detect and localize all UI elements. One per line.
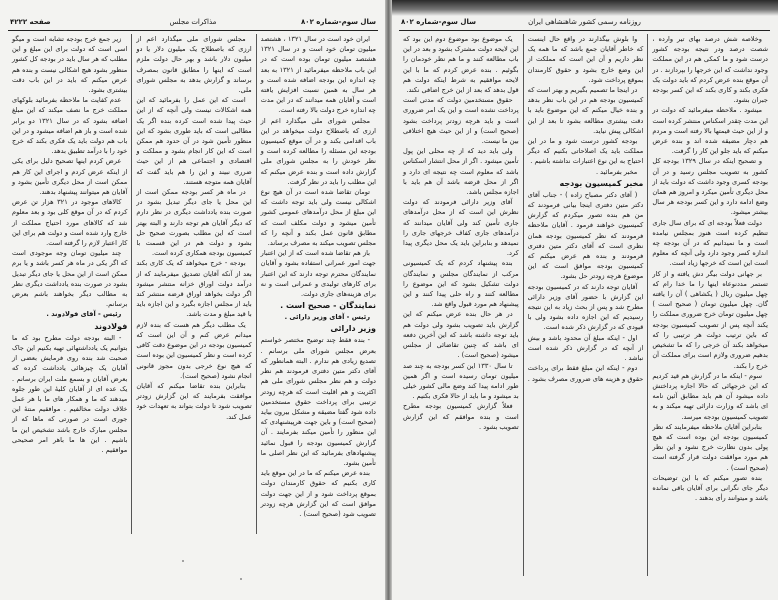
- paragraph: و تصحیح اینکه در سال ۱۳۲۹ بودجه کل کشور به تصویب مجلس رسید و در آن بودجه کسری وجود داشت که دولت باید از محل دیگری تأمین میکرد و امروز هم همان وضع ادامه دارد و این کسر بودجه هر سال بیشتر میشود.: [652, 157, 768, 217]
- paragraph: بنده عرض میکنم که ما در این موقع باید کاری بکنیم که حقوق کارمندان دولت بموقع پرداخت شود و از این جهت دولت موافق است که این گزارش هرچه زودتر تصویب شود (صحیح است) .: [260, 469, 376, 518]
- speaker-heading: نمایندگان - صحیح است .: [280, 301, 376, 311]
- right-page: [391, 0, 778, 600]
- paragraph: عرض کردم اینها تصحیح دلیل برای یکی از اینکه عرض کردم و اجرای این کار هم ممکن است از محل دیگری تأمین بشود و آقایان هم میتوانند پیشنهاد بدهند.: [12, 157, 128, 197]
- paragraph: ولی باید دید که از چه محلی این پول تأمین میشود . اگر از محل انتشار اسکناس باشد که معلوم است چه نتیجه ای دارد و اگر از محل قرضه باشد آن هم باید با اجازه مجلس باشد.: [402, 147, 519, 197]
- page-header: [8, 18, 378, 31]
- paragraph: مجلس شورای ملی میگذارد اعم از ارزی که باصطلاح دولت میخواهد در این باب اقدامی بکند و در آن موقع کمیسیون بودجه این مسئله را مطالعه کرده است و نظر خودش را به مجلس شورای ملی گزارش داده است و بنده عرض میکنم که این مطلب را باید در نظر گرفت.: [260, 116, 376, 186]
- paragraph: است که این عمل را بفرمائید که این همه اشکالات نیست ولی آنچه که از این حیث پیدا شده است کرده بنده اگر یک مطالبی است که باید طوری بشود که این منظور تأمین شود در آن حدود هم ممکن است که این کار انجام بشود و مملکت و اقتصادی و اجتماعی هم از این حیث ضرری نبیند و این را هم باید گفت که آقایان همه متوجه هستند.: [136, 96, 252, 186]
- scan-speck: [240, 578, 242, 580]
- section-title: مذاکرات مجلس: [169, 18, 217, 26]
- book-gutter: [385, 0, 392, 600]
- text-columns: [399, 34, 772, 576]
- paragraph: عدم کفایت ما ملاحظه بفرمائید بلوکهای مملکت خرج ما نصف میکند که این مبلغ اضافه بشود که در سال ۱۳۲۱ دو برابر شده است و باز هم اضافه میشود و در این باب هم دولت باید یک فکری بکند که خرج خود را با درآمد تطبیق بدهد.: [12, 96, 128, 156]
- issue-number: سال سوم-شماره ۸۰۲: [401, 18, 476, 26]
- paragraph: بر جهانی دولت بیگر دش یافته و از کار تستمر مددنوعاه اینها را ما خدا رام که چهل میلیون ریال ( یکشاهی ) آن را یافته گان. چهل میلیون تومان ( صحیح است ) چهل میلیون تومان خرج ضروری مملکت را یکند آنچه پس از تصویب کمیسیون بودجه که باین ترتیب دولت هر ترتیبی را که میخواهد بکند آن خرجی را که ما تشخیص بدهیم ضروری ولازم است برای مملکت آن خرج را بکند.: [652, 269, 768, 370]
- paragraph: - البته بودجه دولت مطرح بود که ما بتوانیم یک یادداشتهائی تهیه بکنیم این جاک صحبت شد بنده روی فرمایش بعضی از آقایان یک چیزهائی یادداشت کرده که بعرض آقایان و بسمع ملت ایران برسانم . یک عده ای از آقایان کلیهٔ این طور جلوه میدهند که ما و همکار های ما با هر عمل خلاف دولت مخالفیم . موافقیم منتهٔ این جوری است در صورتی که ماها که از مجلس مبارک خارج باشد تشخیص این ما باشیم . این ها ما باهر امر صحیحی موافقیم .: [12, 333, 128, 454]
- paragraph: باز هم تقاضا شده است که از این اعتبار جهت امور عمرانی استفاده بشود و آقایان نمایندگان محترم توجه دارند که این اعتبار برای کارهای تولیدی و عمرانی است و نه برای هزینه‌های جاری دولت.: [260, 249, 376, 299]
- paragraph: زیر جمع خرج بودجه تشابه است و میگو اسی است که دولت برای این مبلغ و این مطلب که هر سال باید در بودجه کل کشور منظور بشود هیچ اشکالی نیست و بنده هم عرض میکنم که باید در این باب دقت بیشتری بشود.: [12, 35, 128, 95]
- paragraph: یک مطلب دیگر هم هست که بنده لازم میدانم عرض کنم و آن این است که کمیسیون بودجه در این موضوع دقت کافی کرده است و نظر کمیسیون این بوده است که هیچ نوع خرجی بدون مجوز قانونی انجام نشود (صحیح است).: [136, 320, 252, 380]
- paragraph: فعلاً گزارش کمیسیون بودجه مطرح است و بنده موافقم که این گزارش تصویب بشود .: [402, 402, 519, 431]
- paragraph: میشود . ملاحظه میفرمائید که دولت در این مدت چقدر اسکناس منتشر کرده است و از این حیث قیمتها بالا رفته است و مردم هم دچار مضیقه شده اند و بنده عرض میکنم که باید جلو این کار را گرفت.: [652, 106, 768, 156]
- paragraph: تا سال ۱۳۳۰ این کسر بودجه به چند صد میلیون تومان رسیده است و اگر همین طور ادامه پیدا کند وضع مالی کشور خیلی بد میشود و ما باید از حالا فکری بکنیم .: [402, 361, 519, 401]
- text-column: [524, 34, 649, 576]
- paragraph: بنده پیشنهاد کردم که یک کمیسیونی مرکب از نمایندگان مجلس و نمایندگان دولت تشکیل بشود که این موضوع را مطالعه کنند و راه حلی پیدا کنند و این پیشنهاد هم مورد قبول واقع شد.: [402, 259, 519, 309]
- paragraph: بنده تصور میکنم که با این توضیحات دیگر جای نگرانی برای آقایان باقی نمانده باشد و میتوانند رأی بدهند .: [652, 473, 768, 503]
- paragraph: بنابراین بنده تقاضا میکنم که آقایان موافقت بفرمایند که این گزارش زودتر تصویب شود تا دولت بتواند به تعهدات خود عمل کند.: [136, 381, 252, 421]
- speaker-heading: مخبر کمیسیون بودجه: [559, 178, 644, 188]
- text-column: [8, 34, 132, 534]
- text-column: [648, 34, 772, 576]
- paragraph: در اینجا ما تصمیم بگیریم و بهتر است که کمیسیون بودجه هم در این باب نظر بدهد و بنده خیال میکنم که این موضوع باید با دقت بیشتری مطالعه بشود تا بعد از این اشکالی پیش نیاید.: [527, 86, 644, 135]
- page-number: صفحه ۴۲۲۲: [10, 18, 51, 26]
- paragraph: دولت فعلاً بودجه ای که برای سال جاری تنظیم کرده است هنوز بمجلس نیامده است و ما نمیدانیم که در آن بودجه چه اندازه کسر وجود دارد ولی آنچه که معلوم است این است که خرجها زیاد است.: [652, 218, 768, 268]
- paragraph: - بنده فقط چند توضیح مختصر خواستم بعرض مجلس شورای ملی برسانم . تصدیع زیادی هم ندارم . البته همانطور که آقای دکتر متین دفتری فرمودند هم نظر دولت و هم نظر مجلس شورای ملی هم اکثریت و هم اقلیت است که هرچه زودتر ترتیبی برای پرداخت حقوق مستخدمین داده شود گفتا مضیقه و مشکل بیرون بیاید (صحیح است) و باین جهت هرپیشنهادی که این منظور را تأمین میکند بفرمایند . آن گزارش کمیسیون بودجه را قبول نمائید پیشنهادهای بفرمائید که این نظر اصلی ما تأمین بشود.: [260, 336, 376, 467]
- paragraph: وا بلوش بیگذارند در واقع حال اینست که خاطر آقایان جمع باشد که ما همه یک نظر داریم و آن این است که مملکت از این وضع خارج بشود و حقوق کارمندان بموقع پرداخت شود.: [527, 35, 644, 84]
- speaker-line: رئیس - آقای فولادوند .: [46, 310, 122, 319]
- text-columns: [8, 34, 380, 534]
- paragraph: اول - اینکه مبلغ آن محدود باشد و بیش از آنچه که در گزارش ذکر شده است نباشد .: [527, 333, 644, 363]
- paragraph: مجلس شورای ملی میگذارد اعم از ارزی که باصطلاح یک میلیون دلار یا دو میلیون دلار باشد و بهر حال دولت ملزم است که اینها را مطابق قانون بمصرف برساند و گزارش بدهد به مجلس شورای ملی.: [136, 35, 252, 95]
- paragraph: کالاهای موجود در ۳۲۱ هزار تن عرض کردم که در آن موقع کلی بود و بعد معلوم شد که کالاهای مورد احتیاج مملکت از خارج وارد شده است و دولت هم برای این کار اعتبار لازم را گرفته است.: [12, 198, 128, 248]
- scan-speck: [182, 560, 184, 562]
- left-page: [0, 0, 386, 600]
- paragraph: ایران خود است در سال ۱۳۲۱ ، هشتصد میلیون تومان خود است و در سال ۱۳۲۱ هشتصد میلیون تومان بوده است که در این باب ملاحظه میفرمائید از ۱۳۲۱ به بعد چه اندازه این بودجه اضافه شده است و هر سال به همین نسبت افزایش یافته است و آقایان همه میدانند که در این مدت چه اندازه خرج دولت بالا رفته است.: [260, 35, 376, 115]
- text-column: [257, 34, 380, 534]
- paragraph: در ماه هر کسر بودجه ممکن است از این محل یا جای دیگر تبدیل بشود در صورت بنده یادداشت دیگری در نظر دارم که دیگر آقایان هم توجه دارند و البته بهتر است که این مطلب بصورت صحیح حل بشود و دولت هم در این قسمت با کمیسیون بودجه همکاری کرده است.: [136, 188, 252, 258]
- speaker-heading: فولادوند: [94, 321, 128, 331]
- issue-number: سال سوم-شماره ۸۰۲: [301, 18, 376, 26]
- paragraph: وخلاصه شش درصد بهای تیر وارده ، شصت درصد ودر نتیجه بودجه کشور درست شود و ما کمکی هم در این مملکت وجود نداشت که این خرجها را بپردازند . در آن موقع بنده عرض کردم که باید دولت یک فکری بکند و کاری بکند که این کسر بودجه جبران بشود.: [652, 35, 768, 105]
- paragraph: ( آقای دکتر مصباح زاده ) - جناب آقای دکتر متین دفتری اینجا بیانی فرمودند که من هم بنده تصور میکردم که گزارش کمیسیون خواهند فرمود . آقایان ملاحظه فرمودند که نظر کمیسیون بودجه همان نظری است که آقای دکتر متین دفتری فرمودند و بنده هم عرض میکنم که کمیسیون بودجه موافق است که این موضوع هرچه زودتر حل بشود.: [527, 190, 644, 281]
- paragraph: یک موضوع بود موضوع دوم این بود که این لایحه دولت مشترک بشود و بعد در این باب مطالعه کنند و ما هم نظر خودمان را بگوئیم . بنده عرض کردم که ما با این لایحه موافقیم به شرط اینکه دولت هم قول بدهد که بعد از این خرج اضافی نکند.: [402, 35, 519, 95]
- paragraph: سوم - اینکه ما در گزارش هم قید کردیم که این خرجهائی که حالا اجازه پرداختش داده میشود آن هم باید مطابق آئین نامه ای باشد که وزارت دارائی تهیه میکند و به تصویب کمیسیون بودجه میرسد.: [652, 371, 768, 421]
- speaker-line: رئیس - آقای وزیر دارائی .: [284, 313, 370, 322]
- newspaper-title: روزنامه رسمی کشور شاهنشاهی ایران: [528, 18, 641, 26]
- paragraph: در هر حال بنده عرض میکنم که این گزارش باید تصویب بشود ولی دولت هم باید توجه داشته باشد که این آخرین دفعه ای باشد که چنین تقاضائی از مجلس میشود (صحیح است) .: [402, 310, 519, 360]
- paragraph: آقایان توجه دارند که در کمیسیون بودجه این گزارش با حضور آقای وزیر دارائی مطرح شد و پس از بحث زیاد به این نتیجه رسیدیم که این اجازه داده بشود ولی با قیودی که در گزارش ذکر شده است.: [527, 282, 644, 332]
- text-column: [399, 34, 524, 576]
- paragraph: آقای وزیر دارائی فرمودند که دولت نظرش این است که از محل درآمدهای جاری تأمین کند ولی آقایان میدانند که درآمدهای جاری کفاف خرجهای جاری را نمیدهد و بنابراین باید یک محل دیگری پیدا کرد.: [402, 198, 519, 258]
- paragraph: بودجه کشور درست شود و ما در این مملکت باید یک اصلاحاتی بکنیم که دیگر احتیاج به این نوع اعتبارات نداشته باشیم .: [527, 137, 644, 166]
- paragraph: حقوق مستخدمین دولت که مدتی است پرداخت نشده است و این یک امر ضروری است و باید هرچه زودتر پرداخت بشود (صحیح است) و از این حیث هیچ اختلافی بین ما نیست.: [402, 96, 519, 146]
- paragraph: چند میلیون تومان وجه موجودی است که اگر یکی در ماه هر کسر باشد و یا برم ممکن است از این محل یا جای دیگر تبدیل بشود در صورت بنده یادداشت دیگری نظر به مطالب دیگر بخواهند باشم بعرض برسانم.: [12, 249, 128, 309]
- page-header: [399, 18, 770, 31]
- text-column: [132, 34, 256, 534]
- scan-shadow: [391, 0, 778, 16]
- paragraph: بنابراین آقایان ملاحظه میفرمایند که نظر کمیسیون بودجه این بوده است که هیچ پولی بدون نظارت خرج نشود و این نظر هم مورد موافقت دولت قرار گرفته است (صحیح است) .: [652, 422, 768, 472]
- speaker-heading: وزیر دارائی: [330, 324, 376, 334]
- paragraph: دوم - اینکه این مبلغ فقط برای پرداخت حقوق و هزینه های ضروری مصرف بشود .: [527, 364, 644, 383]
- paragraph: بودجه - خرج میخواهد که یک کاری بکند بعد از آنکه آقایان تصدیق میفرمایند که از درآمد دولت اوراق خزانه منتشر میشود اگر دولت بخواهد اوراق قرضه منتشر کند باید از مجلس اجازه بگیرد و این اجازه باید با قید مبلغ و مدت باشد.: [136, 259, 252, 319]
- paragraph: مخبر بفرمائید .: [595, 167, 638, 176]
- paragraph: تومان تقاضا شده است در آن هیچ نوع اشکالی نیست ولی باید توجه داشت که این مبلغ از محل درآمدهای عمومی کشور تأمین میشود و دولت مکلف است که مطابق قانون عمل بکند و آنچه را که مجلس تصویب میکند به مصرف برساند.: [260, 188, 376, 248]
